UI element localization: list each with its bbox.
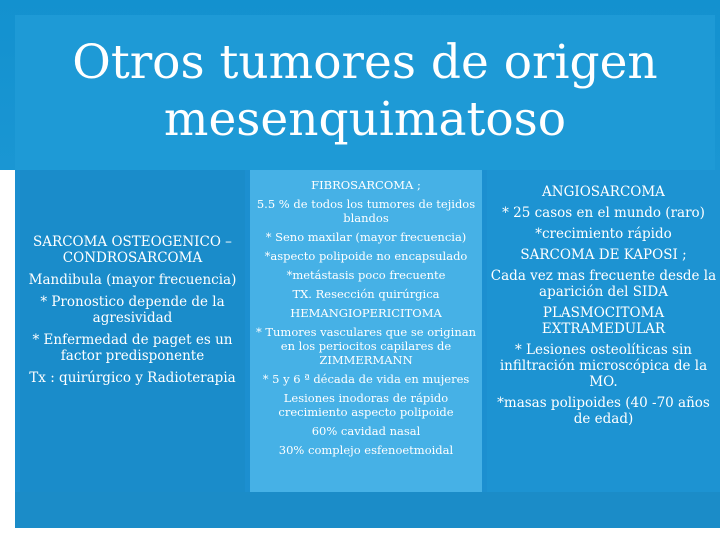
slide-title: Otros tumores de origen mesenquimatoso xyxy=(72,35,658,147)
middle-line: Lesiones inodoras de rápido crecimiento aspecto polipoide xyxy=(278,391,454,419)
right-line: * Lesiones osteolíticas sin infiltración microscópica de la MO. xyxy=(499,342,708,390)
middle-line: *metástasis poco frecuente xyxy=(286,268,446,282)
middle-line: * Seno maxilar (mayor frecuencia) xyxy=(265,230,467,244)
left-line: Mandibula (mayor frecuencia) xyxy=(28,272,237,288)
middle-column xyxy=(250,170,482,492)
right-line-heading: SARCOMA DE KAPOSI ; xyxy=(520,247,687,263)
right-line: *masas polipoides (40 -70 años de edad) xyxy=(497,395,710,427)
left-line-heading: SARCOMA OSTEOGENICO – CONDROSARCOMA xyxy=(33,234,232,266)
middle-line: * Tumores vasculares que se originan en los periocitos capilares de ZIMMERMANN xyxy=(255,325,477,367)
right-line: Cada vez mas frecuente desde la aparición del SIDA xyxy=(490,268,717,300)
middle-line: *aspecto polipoide no encapsulado xyxy=(264,249,468,263)
right-line-heading: PLASMOCITOMA EXTRAMEDULAR xyxy=(541,305,666,337)
middle-line-heading: FIBROSARCOMA ; xyxy=(311,178,421,192)
left-line: Tx : quirúrgico y Radioterapia xyxy=(29,370,236,386)
left-margin-strip xyxy=(0,170,15,540)
left-line: * Enfermedad de paget es un factor predisponente xyxy=(32,332,233,364)
right-column xyxy=(487,170,720,492)
middle-line-heading: HEMANGIOPERICITOMA xyxy=(290,306,442,320)
middle-line: * 5 y 6 ª década de vida en mujeres xyxy=(262,372,470,386)
left-column xyxy=(20,170,245,492)
left-column-text xyxy=(20,234,245,392)
left-line: * Pronostico depende de la agresividad xyxy=(40,294,225,326)
middle-line: TX. Resección quirúrgica xyxy=(292,287,440,301)
right-line: * 25 casos en el mundo (raro) xyxy=(502,205,705,221)
middle-line: 5.5 % de todos los tumores de tejidos blandos xyxy=(256,197,476,225)
right-column-text xyxy=(487,184,720,432)
right-line-heading: ANGIOSARCOMA xyxy=(542,184,665,200)
middle-line: 60% cavidad nasal xyxy=(311,424,421,438)
bottom-band xyxy=(15,492,720,528)
right-line: *crecimiento rápido xyxy=(535,226,672,242)
middle-column-text xyxy=(250,178,482,462)
middle-line: 30% complejo esfenoetmoidal xyxy=(278,443,454,457)
